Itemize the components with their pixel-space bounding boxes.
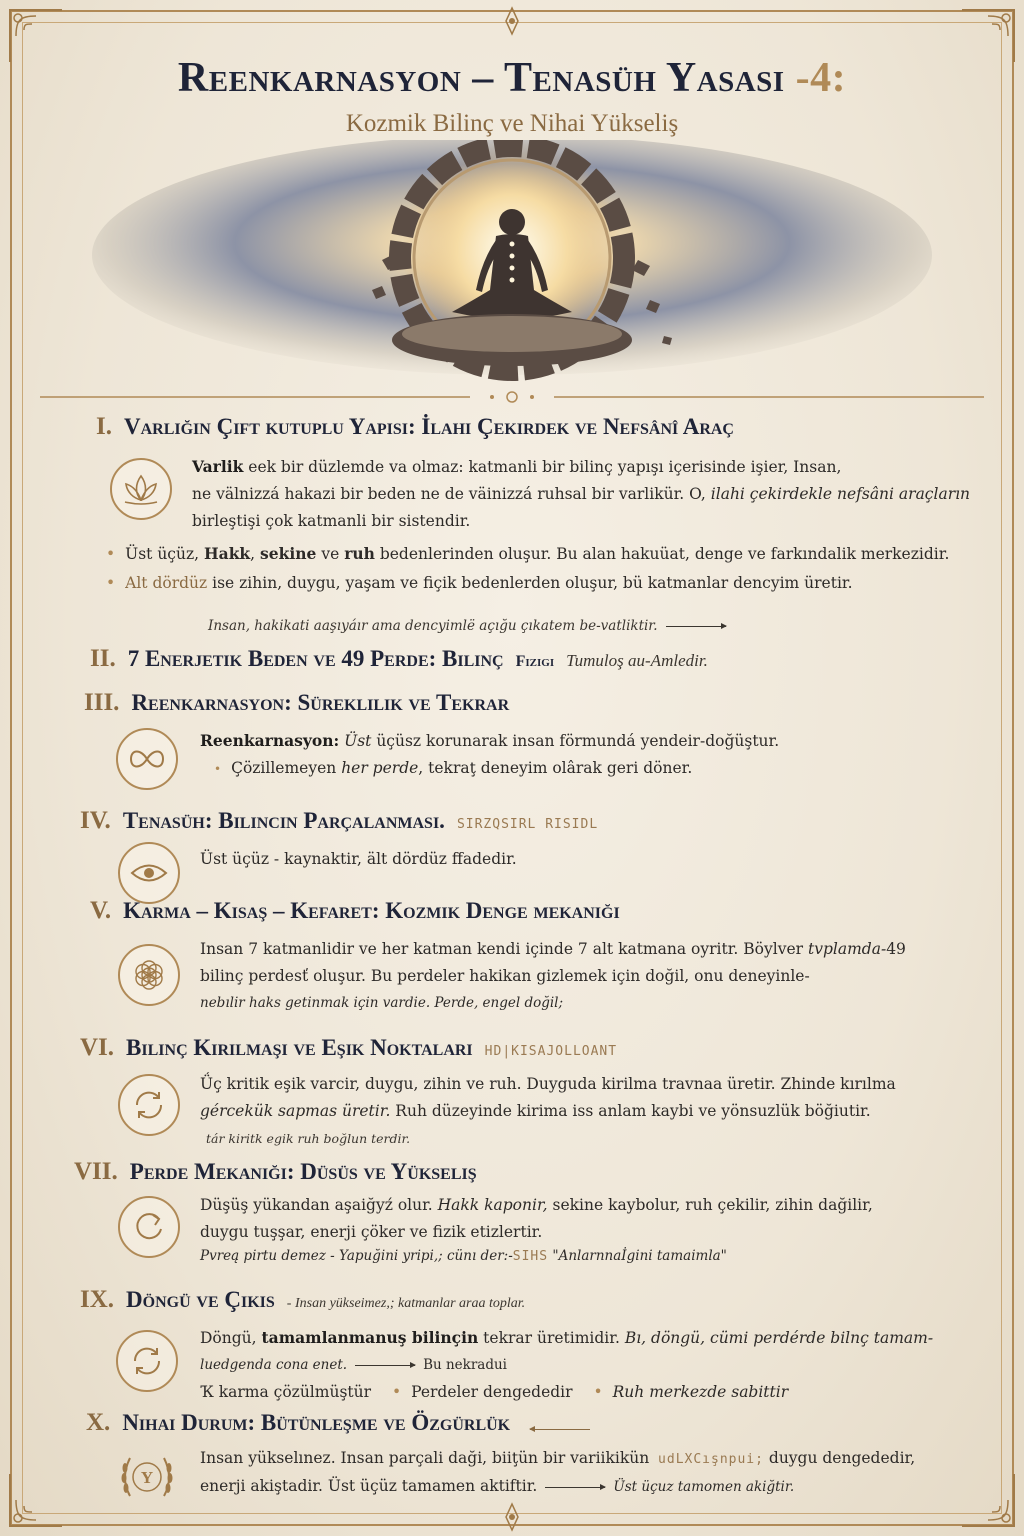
page-title (0, 54, 1024, 102)
text-span-italic: Üst (344, 732, 372, 750)
bullet-icon: • (214, 762, 222, 776)
section-aside: - Insan yükseimez,; katmanlar araa toplar. (286, 1296, 526, 1311)
section-6-note: tár kiritk egik ruh boğlun terdir. (206, 1131, 411, 1146)
text-span-bold: Hakk (204, 544, 251, 563)
handwritten-scribble: SIRZQSIRL RISIDL (456, 817, 599, 832)
bullet-item (106, 544, 949, 563)
arrow-right-icon (355, 1365, 415, 1366)
section-aside: Tumuloş au-Amledir. (566, 651, 708, 670)
lotus-icon (110, 458, 172, 520)
section-7-paragraph (200, 1192, 990, 1267)
lead-word: Varlik (192, 457, 244, 476)
section-title: Karma – Kısaş – Kefaret: Kozmik Denge mekaniği (123, 898, 620, 923)
meditation-portal-illustration (90, 140, 934, 390)
bullet-item (106, 574, 853, 592)
section-number: II. (90, 645, 116, 672)
section-title: Döngü ve Çikis (126, 1287, 275, 1312)
page-subtitle: Kozmik Bilinç ve Nihai Yükseliş (345, 110, 679, 137)
section-divider (40, 390, 984, 404)
text-line: duygu tuşşar, enerji çöker ve fizik etizlertir. (200, 1223, 543, 1241)
section-3-heading (84, 689, 509, 717)
section-title: Perde Mekaniği: Düsüs ve Yükseliş (129, 1159, 477, 1184)
section-4-paragraph: Üst üçüz - kaynaktir, ält dördüz ffadedir. (200, 850, 517, 868)
text-span: duygu dengededir, (763, 1449, 916, 1467)
section-title: Reenkarnasyon: Süreklilik ve Tekrar (131, 690, 510, 715)
note-text: Insan, hakikati aaşıyáır ama dencyimlë açığu çıkatem be-vatliktir. (208, 618, 658, 634)
section-title: Varlığın Çift kutuplu Yapısı: İlahi Çekirdek ve Nefsânî Araç (123, 414, 734, 439)
bullet-icon: • (106, 574, 116, 592)
text-span: Bu nekradui (423, 1357, 508, 1373)
section-7-heading (74, 1158, 477, 1186)
text-span: sekine kaybolur, ruh çekilir, zihin dağilir, (547, 1196, 873, 1214)
text-span: enerji akiştadir. Üst üçüz tamamen aktiftir. (200, 1477, 538, 1495)
cycle-arrows-icon (118, 1074, 180, 1136)
section-5-paragraph (200, 936, 980, 1017)
text-span: eek bir düzlemde va olmaz: katmanli bir bilinç yapışı içerisinde işier, Insan, (243, 458, 842, 476)
text-span: tekrar üretimidir. (478, 1329, 620, 1347)
text-span-italic: ilahi çekirdekle nefsâni araçların (705, 485, 971, 503)
text-span-italic: Bı, döngü, cümi perdérde bilnç tamam- (619, 1329, 934, 1347)
text-span-bold: tamamlanmanuş bilinçin (261, 1328, 479, 1347)
laurel-emblem-icon (116, 1446, 178, 1508)
text-span-italic: "Anlarnnaİgini tamaimla" (548, 1248, 727, 1264)
section-title: 7 Enerjetik Beden ve 49 Perde: Bilinç (127, 646, 504, 671)
checklist-item: Ҡ karma çözülmüştür (200, 1383, 372, 1401)
section-number: IV. (80, 807, 111, 834)
arrow-left-icon (530, 1429, 590, 1430)
text-span: Insan 7 katmanlidir ve her katman kendi içinde 7 alt katmana oyritr. Böylver (200, 940, 804, 958)
text-span: ne välnizzá hakazi bir beden ne de väinizzá ruhsal bir varlikür. O, (192, 485, 706, 503)
section-9-heading (80, 1286, 525, 1314)
section-6-heading (80, 1034, 617, 1062)
text-line: birleştişi çok katmanli bir sistendir. (192, 512, 471, 530)
text-span: Çözillemeyen (231, 759, 337, 777)
section-5-heading (90, 897, 620, 925)
text-span-italic: Yapuğini yripi,; cünı der:- (339, 1248, 513, 1264)
text-span-italic: her perde (336, 759, 419, 777)
text-span: Ruh düzeyinde kirima iss anlam kaybi ve yönsuzlük böğiutir. (390, 1102, 871, 1120)
text-span-accent: Alt dördüz (125, 574, 208, 592)
text-line-italic: nebılir haks getinmak için vardie. Perde, engel doğil; (200, 995, 564, 1011)
section-number: VI. (80, 1034, 115, 1061)
text-span: , (250, 545, 261, 563)
text-span-italic: gércekük sapmas üretir. (200, 1102, 391, 1120)
section-number: X. (86, 1409, 111, 1436)
text-line: Ǘç kritik eşik varcir, duygu, zihin ve ruh. Duyguda kirilma travnaa üretir. Zhinde kırılma (200, 1075, 896, 1093)
fleuron-icon (492, 6, 532, 36)
infinity-icon (116, 728, 178, 790)
checklist-item: Ruh merkezde sabittir (612, 1383, 789, 1401)
section-1-note (208, 618, 734, 634)
text-span: Döngü, (200, 1329, 262, 1347)
text-span: Düşüş yükandan aşaiğyź olur. (200, 1196, 433, 1214)
section-number: I. (96, 413, 112, 440)
section-10-heading (86, 1409, 590, 1437)
eye-icon (118, 842, 180, 904)
text-span-bold: sekine (260, 544, 317, 563)
text-span: Insan yükselınez. Insan parçali daği, biiţün bir variikikün (200, 1449, 650, 1467)
cycle-arrows-icon (116, 1330, 178, 1392)
checklist-item: Perdeler dengededir (411, 1383, 573, 1401)
arrow-right-icon (545, 1487, 605, 1488)
section-title: Bilinç Kırılmaşı ve Eşik Noktaları (126, 1035, 473, 1060)
arrow-right-icon (666, 626, 726, 627)
section-title: Nihai Durum: Bütünleşme ve Özgürlük (122, 1410, 511, 1435)
title-number: -4: (795, 55, 847, 101)
text-span: üçüsz korunarak insan förmundá yendeir-doğüştur. (371, 732, 780, 750)
section-number: IX. (80, 1286, 115, 1313)
section-6-paragraph (200, 1071, 990, 1125)
flower-of-life-icon (118, 944, 180, 1006)
corner-ornament-icon (6, 1470, 66, 1530)
section-3-paragraph (200, 727, 960, 783)
title-text: Reenkarnasyon – Tenasüh Yasası (177, 55, 785, 101)
handwritten-scribble: HD|KISAJOLLOANT (484, 1044, 618, 1059)
text-span-bold: ruh (344, 544, 375, 563)
section-4-heading (80, 807, 598, 835)
text-span-italic: Üst üçuz tamomen akiğtir. (613, 1479, 795, 1495)
text-span-italic: tvplamda- (803, 940, 887, 958)
text-span: ise zihin, duygu, yaşam ve fiçik bedenlerden oluşur, bü katmanlar dencyim üretir. (207, 574, 853, 592)
text-span: bedenlerinden oluşur. Bu alan hakuüat, denge ve farkındalik merkezidir. (374, 545, 950, 563)
text-span: Üst üçüz, (125, 545, 204, 563)
lead-word: Reenkarnasyon: (200, 731, 340, 750)
text-span: , tekraţ deneyim olârak geri döner. (418, 759, 693, 777)
text-span: ve (316, 545, 345, 563)
bullet-icon: • (106, 545, 116, 563)
section-title: Tenasüh: Bilincin Parçalanması. (122, 808, 445, 833)
bullet-icon: • (391, 1383, 402, 1401)
section-1-heading (96, 413, 734, 441)
handwritten-scribble: udLXCışnpui; (649, 1452, 764, 1467)
text-span: 49 (886, 940, 906, 958)
fleuron-icon (492, 1502, 532, 1532)
section-number: VII. (74, 1158, 118, 1185)
section-number: III. (84, 689, 120, 716)
handwritten-scribble: SIHS (512, 1249, 549, 1264)
text-span-italic: Pvreą pirtu demez - (200, 1248, 339, 1264)
section-title-extra: Fizigi (515, 653, 555, 670)
text-span-italic: luedgenda cona enet. (200, 1357, 348, 1373)
emblem-letter: Y (140, 1468, 154, 1487)
bullet-icon: • (593, 1383, 603, 1401)
section-10-paragraph (200, 1445, 990, 1501)
text-line: bilinç perdesť oluşur. Bu perdeler hakikan gizlemek için doğil, onu deneyinle- (200, 967, 810, 985)
text-span-italic: Hakk kaponir, (432, 1196, 548, 1214)
section-number: V. (90, 897, 112, 924)
section-1-paragraph (192, 453, 982, 535)
circular-arrow-icon (118, 1196, 180, 1258)
section-2-heading (90, 645, 708, 673)
section-9-paragraph (200, 1324, 990, 1406)
